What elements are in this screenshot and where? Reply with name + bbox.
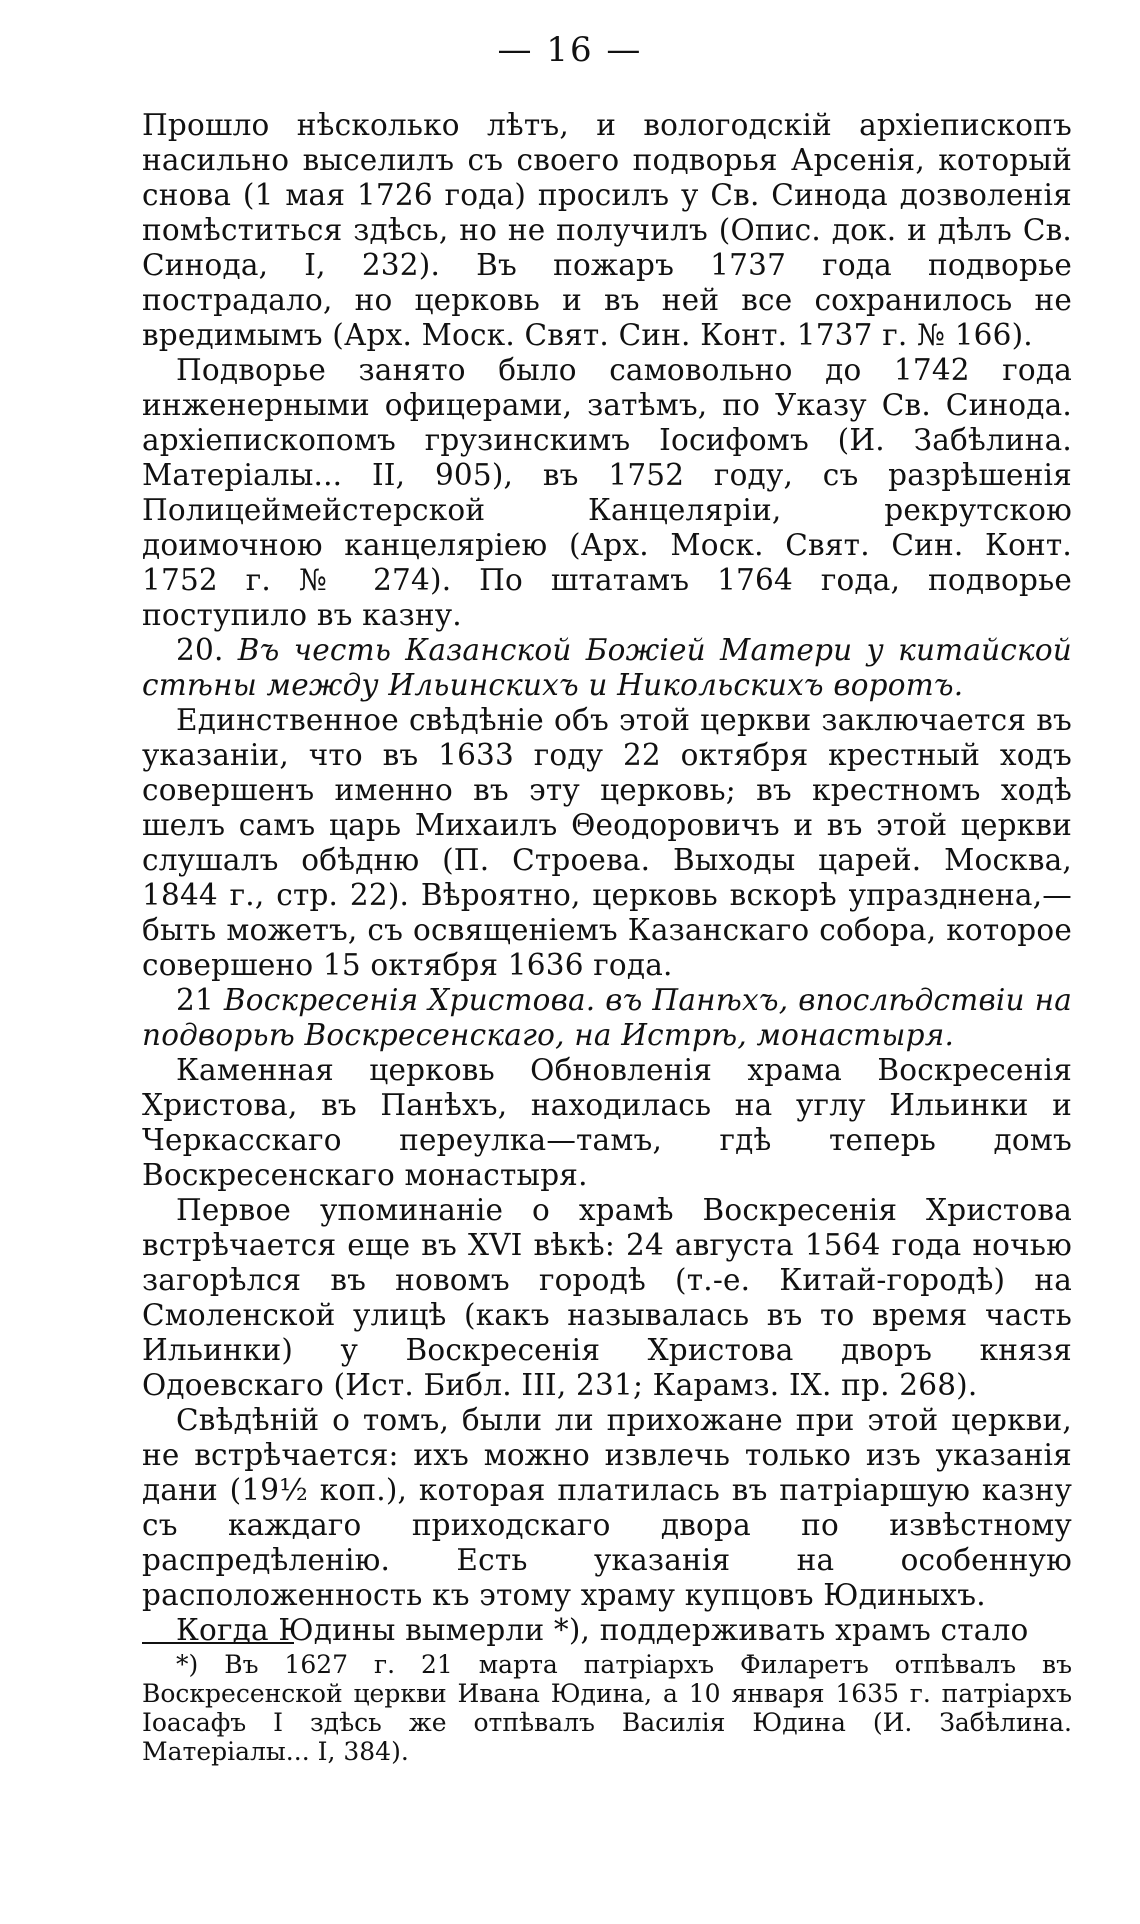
body-text (142, 108, 1072, 1648)
section-number: 20. (176, 633, 224, 667)
paragraph: Свѣдѣній о томъ, были ли прихожане при этой церкви, не встрѣчается: ихъ можно извлечь только изъ указанія дани (19½ коп.), которая платилась въ патріаршую казну съ каждаго приходскаго двора по извѣстному распредѣленію. Есть указанія на особенную расположенность къ этому храму купцовъ Юдиныхъ. (142, 1403, 1072, 1612)
page-number: — 16 — (497, 30, 643, 70)
paragraph: Подворье занято было самовольно до 1742 года инженерными офицерами, затѣмъ, по Указу Св. Синода. архіепископомъ грузинскимъ Іосифомъ (И. Забѣлина. Матеріалы... II, 905), въ 1752 году, съ разрѣшенія Полицеймейстерской Канцеляріи, рекрутскою доимочною канцеляріею (Арх. Моск. Свят. Син. Конт. 1752 г. № 274). По штатамъ 1764 года, подворье поступило въ казну. (142, 353, 1072, 632)
footnote: *) Въ 1627 г. 21 марта патріархъ Филаретъ отпѣвалъ въ Воскресенской церкви Ивана Юдина, а 10 января 1635 г. патріархъ Іоасафъ I здѣсь же отпѣвалъ Василія Юдина (И. Забѣлина. Матеріалы... I, 384). (142, 1650, 1072, 1766)
section-number: 21 (176, 983, 214, 1017)
section-heading (142, 983, 1072, 1053)
section-title: Въ честь Казанской Божіей Матери у китайской стѣны между Ильинскихъ и Никольскихъ воротъ. (142, 633, 1072, 702)
footnote-divider (142, 1642, 294, 1644)
paragraph: Каменная церковь Обновленія храма Воскресенія Христова, въ Панѣхъ, находилась на углу Ильинки и Черкасскаго переулка—тамъ, гдѣ теперь домъ Воскресенскаго монастыря. (142, 1053, 1072, 1192)
paragraph: Единственное свѣдѣніе объ этой церкви заключается въ указаніи, что въ 1633 году 22 октября крестный ходъ совершенъ именно въ эту церковь; въ крестномъ ходѣ шелъ самъ царь Михаилъ Θеодоровичъ и въ этой церкви слушалъ обѣдню (П. Строева. Выходы царей. Москва, 1844 г., стр. 22). Вѣроятно, церковь вскорѣ упразднена,—быть можетъ, съ освященіемъ Казанскаго собора, которое совершено 15 октября 1636 года. (142, 703, 1072, 982)
section-heading (142, 633, 1072, 703)
section-title: Воскресенія Христова. въ Панѣхъ, впослѣдствіи на подворьѣ Воскресенскаго, на Истрѣ, монастыря. (142, 983, 1072, 1052)
paragraph: Прошло нѣсколько лѣтъ, и вологодскій архіепископъ насильно выселилъ съ своего подворья Арсенія, который снова (1 мая 1726 года) просилъ у Св. Синода дозволенія помѣститься здѣсь, но не получилъ (Опис. док. и дѣлъ Св. Синода, I, 232). Въ пожаръ 1737 года подворье пострадало, но церковь и въ ней все сохранилось не вредимымъ (Арх. Моск. Свят. Син. Конт. 1737 г. № 166). (142, 108, 1072, 352)
paragraph: Первое упоминаніе о храмѣ Воскресенія Христова встрѣчается еще въ XVI вѣкѣ: 24 августа 1564 года ночью загорѣлся въ новомъ городѣ (т.-е. Китай-городѣ) на Смоленской улицѣ (какъ называлась въ то время часть Ильинки) у Воскресенія Христова дворъ князя Одоевскаго (Ист. Библ. III, 231; Карамз. IX. пр. 268). (142, 1193, 1072, 1402)
paragraph: Когда Юдины вымерли *), поддерживать храмъ стало (176, 1613, 1029, 1647)
